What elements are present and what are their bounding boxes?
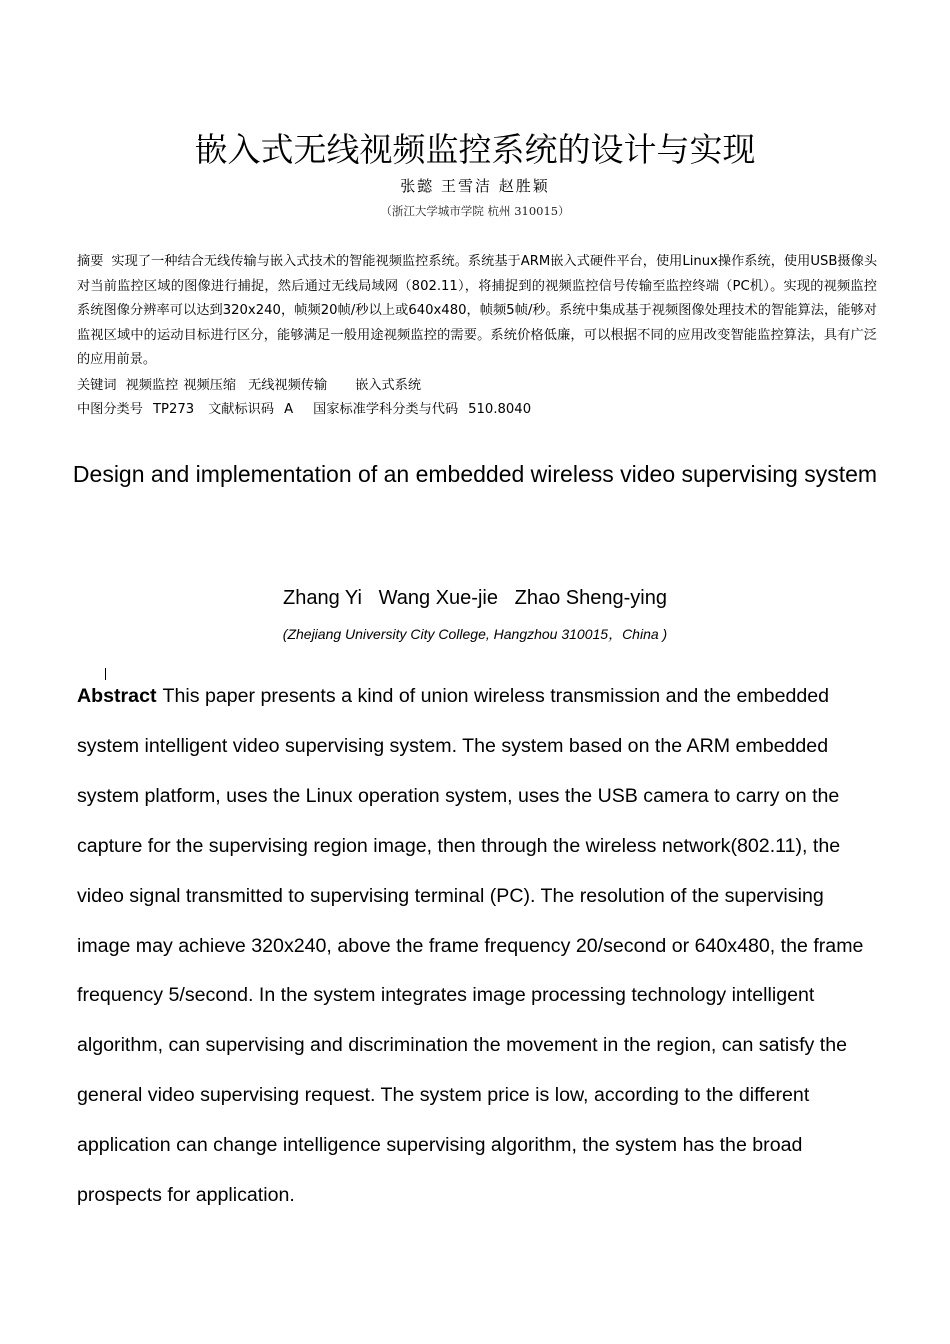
chinese-abstract [77,250,877,373]
chinese-abstract-text: 实现了一种结合无线传输与嵌入式技术的智能视频监控系统。系统基于ARM嵌入式硬件平台，使用Linux操作系统，使用USB摄像头对当前监控区域的图像进行捕捉，然后通过无线局域网（802.11），将捕捉到的视频监控信号传输至监控终端（PC机）。实现的视频监控系统图像分辨率可以达到320x240，帧频20帧/秒以上或640x480，帧频5帧/秒。系统中集成基于视频图像处理技术的智能算法，能够对监视区域中的运动目标进行区分，能够满足一般用途视频监控的需要。系统价格低廉，可以根据不同的应用改变智能监控算法，具有广泛的应用前景。 [77,254,878,367]
subject-label: 国家标准学科分类与代码 [313,402,459,417]
clc-label: 中图分类号 [77,402,143,417]
english-title: Design and implementation of an embedded wireless video supervising system [72,461,878,487]
doc-code-label: 文献标识码 [208,402,275,417]
chinese-authors: 张懿 王雪洁 赵胜颖 [400,177,550,195]
clc-value: TP273 [152,402,195,417]
english-affiliation: (Zhejiang University City College, Hangzhou 310015，China ) [282,626,668,642]
keyword-1: 视频监控 [125,378,179,393]
english-abstract [77,672,877,1221]
english-abstract-text: This paper presents a kind of union wireless transmission and the embedded system intelligent video supervising system. The system based on the ARM embedded system platform, uses the Linux operation system, uses the USB camera to carry on the capture for the supervising region image, then through the wireless network(802.11), the video signal transmitted to supervising terminal (PC). The resolution of the supervising image may achieve 320x240, above the frame frequency 20/second or 640x480, the frame frequency 5/second. In the system integrates image processing technology intelligent algorithm, can supervising and discrimination the movement in the region, can satisfy the general video supervising request. The system price is low, according to the different application can change intelligence supervising algorithm, the system has the broad prospects for application. [77,685,864,1207]
keyword-4: 嵌入式系统 [355,378,422,393]
keyword-2: 视频压缩 [183,378,237,393]
chinese-affiliation: （浙江大学城市学院 杭州 310015） [380,204,570,218]
chinese-title: 嵌入式无线视频监控系统的设计与实现 [194,130,756,169]
keywords-label: 关键词 [77,378,117,393]
chinese-classification [77,398,531,422]
doc-code-value: A [284,402,294,417]
english-abstract-label: Abstract [77,685,157,707]
chinese-abstract-label: 摘要 [77,254,104,269]
subject-value: 510.8040 [468,402,532,417]
keyword-3: 无线视频传输 [248,378,328,393]
chinese-keywords [77,374,421,398]
english-authors: Zhang Yi Wang Xue-jie Zhao Sheng-ying [283,587,667,609]
